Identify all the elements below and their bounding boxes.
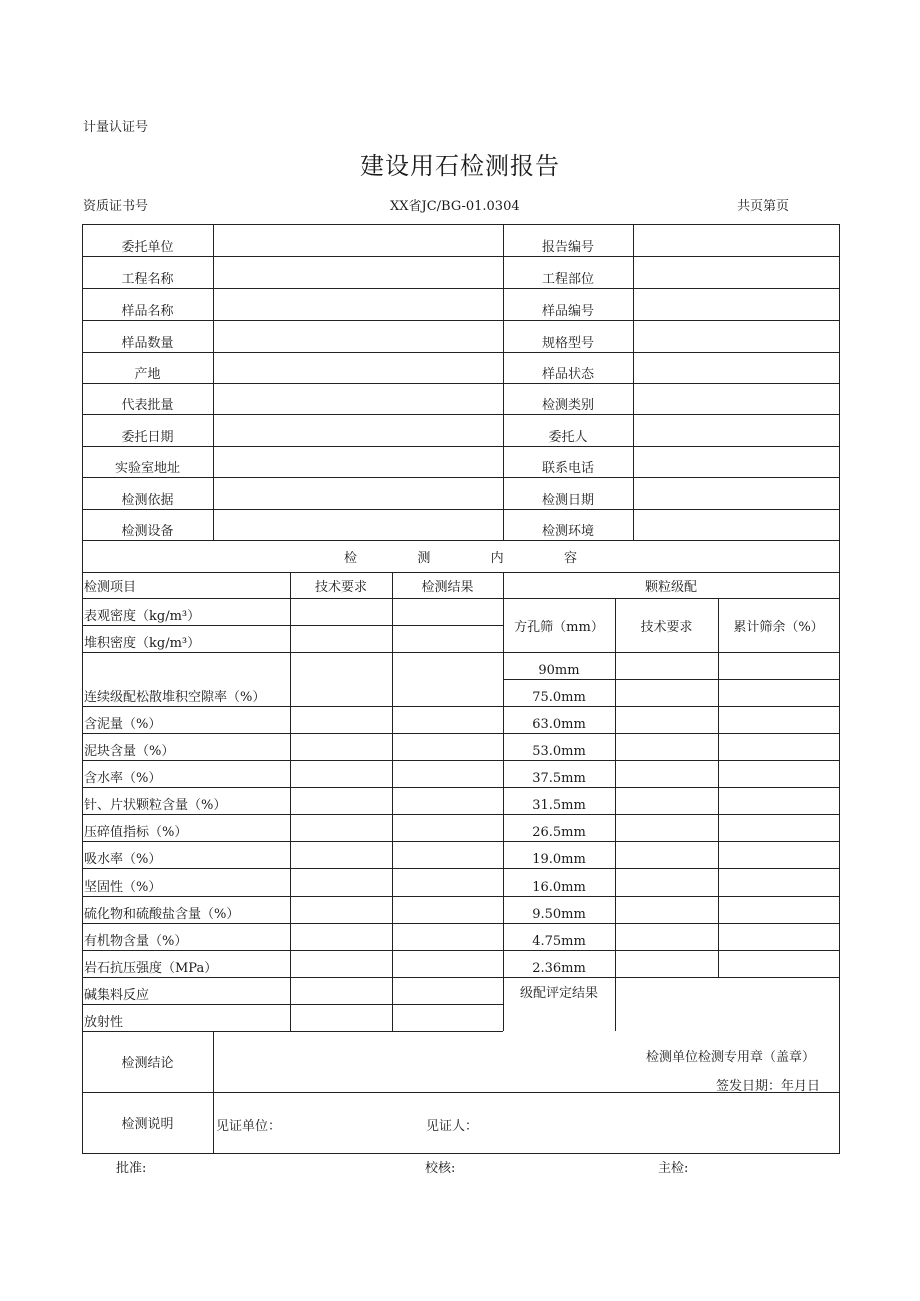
- test-item-label: 有机物含量（%）: [84, 934, 188, 949]
- info-label-right: 工程部位: [541, 272, 594, 287]
- test-item-label: 含水率（%）: [84, 771, 162, 786]
- notes-label: 检测说明: [121, 1117, 174, 1132]
- info-label-left: 产地: [134, 367, 161, 382]
- test-item-label: 坚固性（%）: [84, 880, 162, 895]
- test-item-label: 含泥量（%）: [84, 717, 162, 732]
- info-label-left: 检测依据: [121, 493, 174, 508]
- witness-person-label: 见证人：: [426, 1119, 479, 1134]
- grid-line: [82, 1153, 840, 1154]
- sieve-size: 63.0mm: [532, 717, 586, 732]
- info-label-right: 检测类别: [541, 398, 594, 413]
- info-label-right: 报告编号: [541, 240, 594, 255]
- info-label-right: 委托人: [548, 430, 588, 445]
- info-label-left: 代表批量: [121, 398, 174, 413]
- grid-line: [290, 572, 291, 1031]
- info-label-right: 检测环境: [541, 524, 594, 539]
- sieve-size: 9.50mm: [532, 907, 586, 922]
- sieve-size: 2.36mm: [532, 961, 586, 976]
- info-label-left: 工程名称: [121, 272, 174, 287]
- test-item-label: 表观密度（kg/m³）: [84, 609, 201, 624]
- test-item-label: 泥块含量（%）: [84, 744, 175, 759]
- stamp-text: 检测单位检测专用章（盖章）: [646, 1050, 816, 1065]
- info-label-left: 委托单位: [121, 240, 174, 255]
- info-label-right: 检测日期: [541, 493, 594, 508]
- info-label-left: 样品名称: [121, 304, 174, 319]
- info-label-right: 样品编号: [541, 304, 594, 319]
- test-item-label: 硫化物和硫酸盐含量（%）: [84, 907, 240, 922]
- section-title-char: 容: [563, 550, 577, 566]
- sieve-size: 16.0mm: [532, 880, 586, 895]
- grid-line: [213, 224, 214, 540]
- section-title: [82, 540, 839, 572]
- qualification-cert-label: 资质证书号: [83, 199, 149, 214]
- section-title-char: 检: [344, 550, 358, 566]
- grid-line: [633, 224, 634, 540]
- info-label-right: 联系电话: [541, 461, 594, 476]
- test-item-label: 压碎值指标（%）: [84, 825, 188, 840]
- sieve-size: 90mm: [538, 663, 580, 678]
- test-item-label: 连续级配松散堆积空隙率（%）: [84, 690, 266, 705]
- grid-line: [392, 572, 393, 1031]
- test-requirement-header: 技术要求: [314, 579, 367, 595]
- sieve-size: 26.5mm: [532, 825, 586, 840]
- info-label-right: 样品状态: [541, 367, 594, 382]
- test-result-header: 检测结果: [421, 579, 474, 595]
- cert-number-label: 计量认证号: [83, 120, 149, 135]
- sieve-size-header: 方孔筛（mm）: [514, 619, 604, 635]
- info-label-right: 规格型号: [541, 336, 594, 351]
- sieve-size: 4.75mm: [532, 934, 586, 949]
- sieve-size: 31.5mm: [532, 798, 586, 813]
- info-label-left: 实验室地址: [114, 461, 180, 476]
- witness-unit-label: 见证单位：: [216, 1119, 282, 1134]
- test-item-label: 碱集料反应: [84, 988, 150, 1003]
- approve-label: 批准:: [116, 1161, 147, 1176]
- test-item-label: 吸水率（%）: [84, 852, 162, 867]
- sieve-size: 19.0mm: [532, 852, 586, 867]
- report-title: 建设用石检测报告: [360, 152, 560, 180]
- page-count: 共页第页: [737, 199, 790, 214]
- grid-line: [839, 224, 840, 1154]
- section-title-char: 测: [417, 550, 431, 566]
- sieve-size: 37.5mm: [532, 771, 586, 786]
- test-item-label: 堆积密度（kg/m³）: [84, 636, 201, 651]
- test-item-label: 岩石抗压强度（MPa）: [84, 961, 218, 976]
- info-label-left: 检测设备: [121, 524, 174, 539]
- grading-evaluation-label: 级配评定结果: [519, 986, 598, 1001]
- sieve-size: 75.0mm: [532, 690, 586, 705]
- test-item-header: 检测项目: [84, 579, 137, 595]
- cumulative-retained-header: 累计筛余（%）: [733, 619, 824, 635]
- review-label: 校核:: [425, 1161, 456, 1176]
- document-code: XX省JC/BG-01.0304: [390, 199, 520, 214]
- sieve-size: 53.0mm: [532, 744, 586, 759]
- issue-date: 签发日期：年月日: [716, 1079, 821, 1094]
- conclusion-label: 检测结论: [121, 1056, 174, 1071]
- grading-requirement-header: 技术要求: [640, 619, 693, 635]
- inspector-label: 主检:: [658, 1161, 689, 1176]
- section-title-char: 内: [490, 550, 504, 566]
- test-item-label: 放射性: [84, 1015, 124, 1030]
- info-label-left: 样品数量: [121, 336, 174, 351]
- test-item-label: 针、片状颗粒含量（%）: [84, 798, 227, 813]
- grading-title: 颗粒级配: [644, 579, 697, 595]
- info-label-left: 委托日期: [121, 430, 174, 445]
